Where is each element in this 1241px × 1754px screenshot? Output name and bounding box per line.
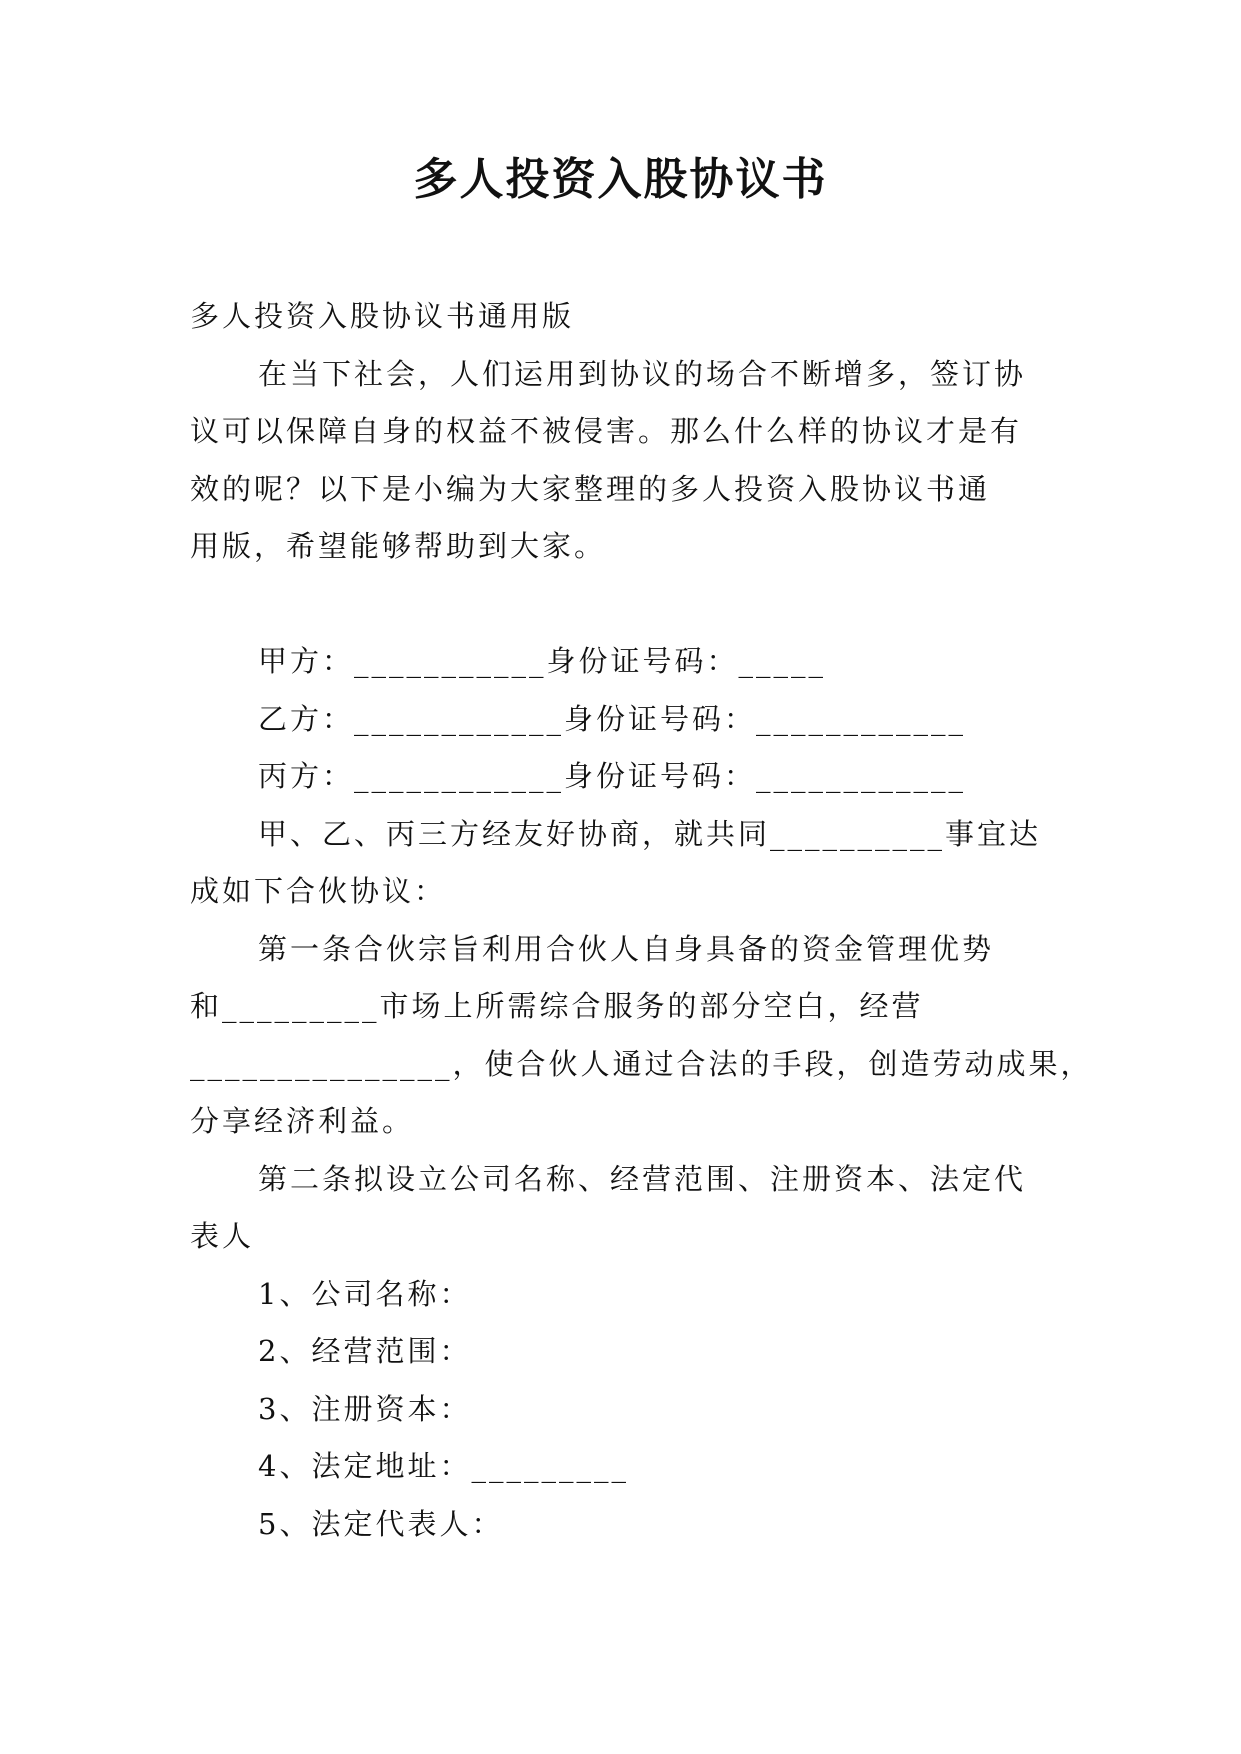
- document-subtitle: 多人投资入股协议书通用版: [190, 299, 575, 333]
- intro-line-1: 在当下社会，人们运用到协议的场合不断增多，签订协: [258, 356, 1027, 391]
- article-1-line-4: 分享经济利益。: [190, 1104, 415, 1138]
- item-registered-capital: 3、注册资本：: [258, 1391, 472, 1426]
- item-legal-representative: 5、法定代表人：: [258, 1506, 504, 1541]
- intro-line-3: 效的呢？以下是小编为大家整理的多人投资入股协议书通: [190, 471, 991, 506]
- article-2-line-2: 表人: [190, 1219, 255, 1253]
- article-1-line-1: 第一条合伙宗旨利用合伙人自身具备的资金管理优势: [258, 931, 995, 966]
- agreement-intro-line-1: 甲、乙、丙三方经友好协商，就共同__________事宜达: [258, 816, 1042, 851]
- article-1-line-3: _______________，使合伙人通过合法的手段，创造劳动成果，: [190, 1046, 1093, 1081]
- party-b-line: 乙方：____________身份证号码：____________: [258, 701, 967, 736]
- document-body: [190, 288, 1093, 1553]
- party-a-line: 甲方：___________身份证号码：_____: [258, 644, 827, 678]
- paragraph-gap: [190, 576, 1052, 634]
- item-business-scope: 2、经营范围：: [258, 1334, 472, 1368]
- agreement-intro-line-2: 成如下合伙协议：: [190, 874, 447, 908]
- item-legal-address: 4、法定地址：_________: [258, 1449, 629, 1483]
- article-2-line-1: 第二条拟设立公司名称、经营范围、注册资本、法定代: [258, 1161, 1027, 1196]
- intro-line-4: 用版，希望能够帮助到大家。: [190, 529, 607, 563]
- item-company-name: 1、公司名称：: [258, 1276, 472, 1311]
- article-1-line-2: 和_________市场上所需综合服务的部分空白，经营: [190, 989, 924, 1023]
- document-title: 多人投资入股协议书: [413, 154, 828, 205]
- intro-line-2: 议可以保障自身的权益不被侵害。那么什么样的协议才是有: [190, 414, 1023, 448]
- party-c-line: 丙方：____________身份证号码：____________: [258, 759, 967, 793]
